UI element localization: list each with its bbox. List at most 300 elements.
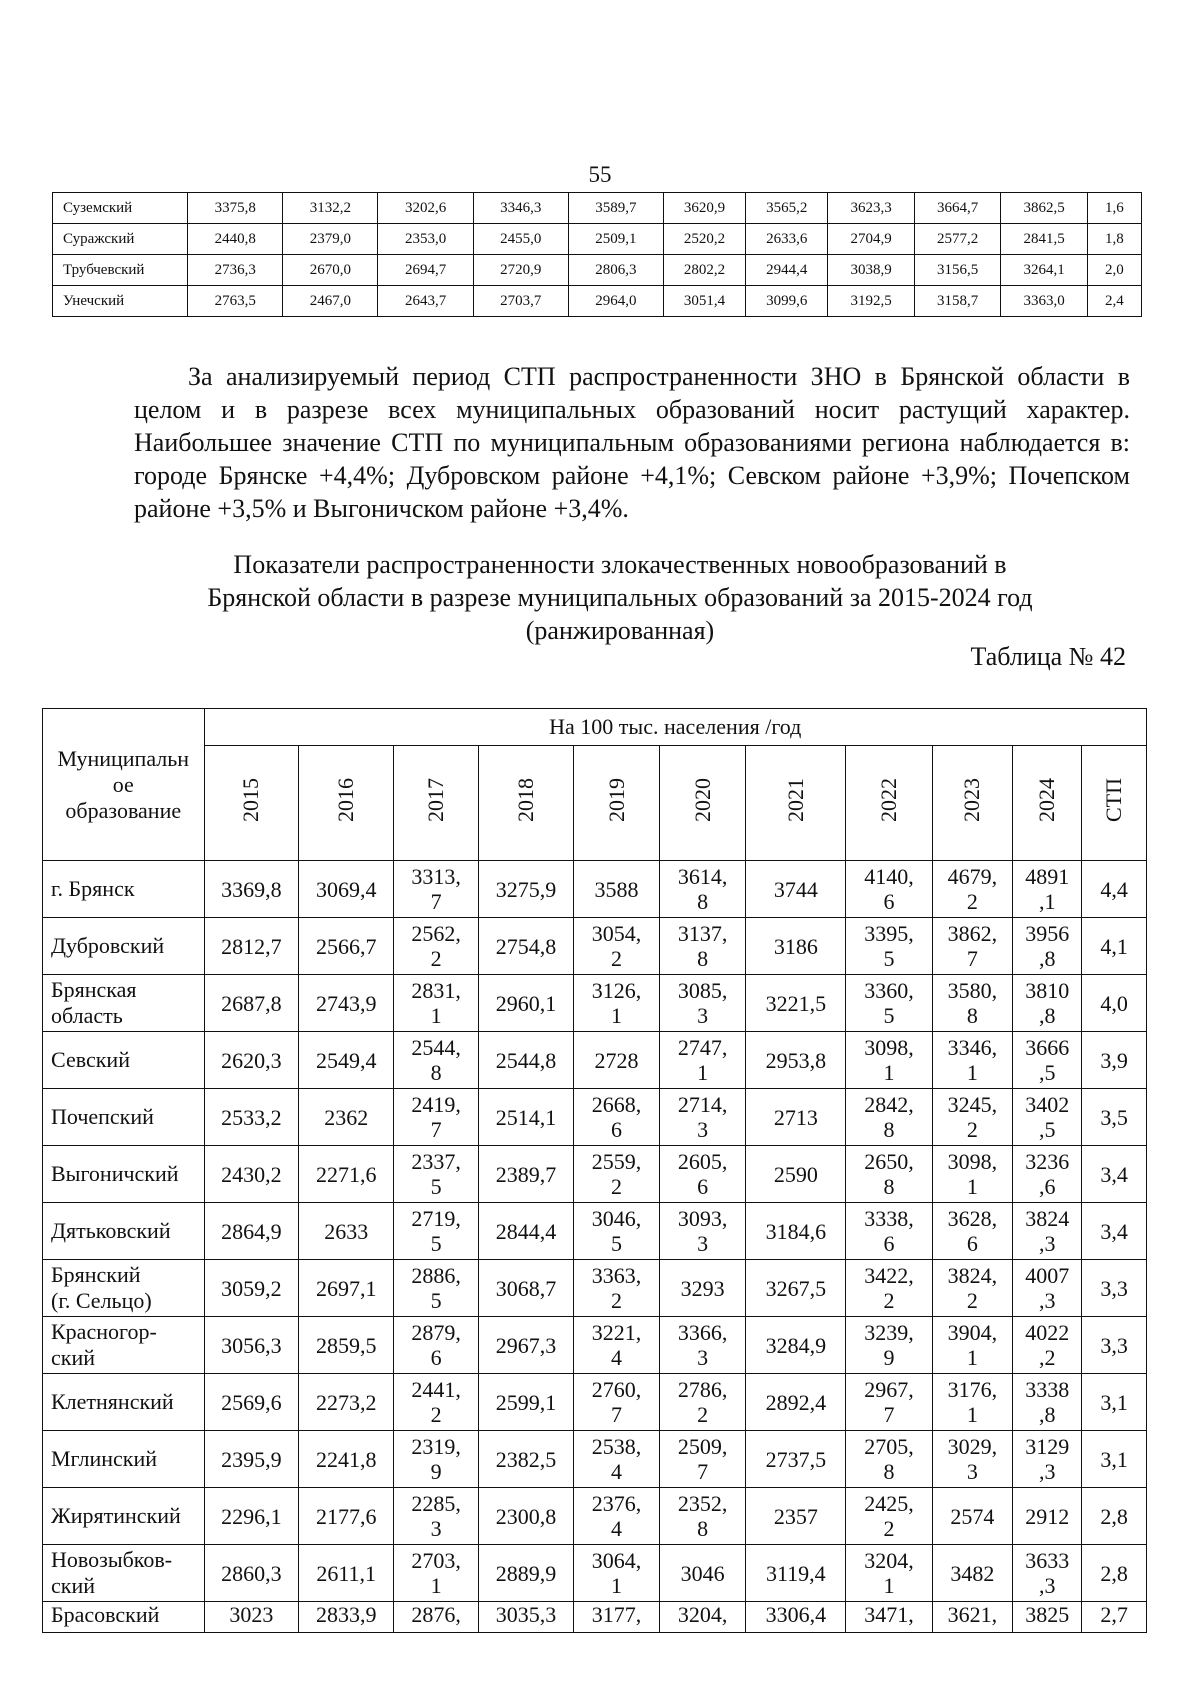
table-cell: 2944,4: [746, 255, 828, 286]
table-cell: [846, 1032, 932, 1089]
cell-text: 3204,: [677, 1602, 728, 1627]
cell-text: 2: [430, 1402, 442, 1427]
column-header: [846, 746, 932, 861]
table-cell: 2720,9: [473, 255, 568, 286]
table-cell: [479, 1089, 574, 1146]
table-cell: [394, 1089, 479, 1146]
table-cell: [1013, 1545, 1082, 1602]
cell-text: 2864,9: [221, 1218, 282, 1244]
cell-text: 4: [611, 1459, 622, 1484]
table-cell: 3589,7: [568, 193, 663, 224]
cell-text: 3862,: [947, 921, 998, 946]
cell-text: 3,9: [1100, 1047, 1128, 1073]
table-cell: [846, 918, 932, 975]
cell-text: 3,3: [1100, 1275, 1128, 1301]
table-row: [43, 1146, 1147, 1203]
table-cell: [394, 1431, 479, 1488]
table-cell: 1,8: [1087, 224, 1141, 255]
cell-text: 3184,6: [765, 1218, 827, 1244]
table-cell: [932, 1146, 1013, 1203]
column-header-municipality: [43, 709, 205, 861]
table-cell: [846, 1203, 932, 1260]
cell-text: Красногор-: [51, 1319, 157, 1344]
column-header-label: 2016: [333, 778, 359, 822]
cell-text: 3245,: [947, 1092, 998, 1117]
table-cell: 2440,8: [188, 224, 283, 255]
table-cell: [746, 1488, 846, 1545]
column-header: [479, 746, 574, 861]
table-cell: 2509,1: [568, 224, 663, 255]
municipality-name: [43, 1317, 205, 1374]
table-cell: 2,4: [1087, 286, 1141, 317]
table-cell: 2520,2: [663, 224, 745, 255]
cell-text: 2538,: [591, 1434, 642, 1459]
cell-text: 3056,3: [221, 1332, 282, 1358]
table-row: [43, 1545, 1147, 1602]
header-row: [43, 709, 1147, 746]
table-cell: [932, 975, 1013, 1032]
table-cell: [660, 1374, 746, 1431]
cell-text: 2719,: [411, 1206, 461, 1231]
table-cell: [479, 1602, 574, 1633]
table-cell: [479, 918, 574, 975]
cell-text: 7: [611, 1402, 622, 1427]
table-row: [43, 975, 1147, 1032]
table-cell: [394, 918, 479, 975]
table-cell: [1013, 1488, 1082, 1545]
table-cell: [746, 1431, 846, 1488]
district-name: Трубчевский: [53, 255, 188, 286]
cell-text: 3137,: [677, 921, 728, 946]
municipality-name: [43, 1146, 205, 1203]
cell-text: 2: [966, 889, 978, 914]
cell-text: 2860,3: [221, 1560, 282, 1586]
table-cell: 2806,3: [568, 255, 663, 286]
table-cell: [1013, 1203, 1082, 1260]
cell-text: Новозыбков-: [51, 1547, 173, 1572]
table-cell: [299, 1146, 394, 1203]
table-title-line: Брянской области в разрезе муниципальных образований за 2015-2024 год: [207, 583, 1033, 612]
cell-text: 3956: [1025, 921, 1070, 946]
table-cell: [299, 975, 394, 1032]
cell-text: 3338: [1025, 1377, 1070, 1402]
cell-text: 1: [611, 1573, 622, 1598]
cell-text: 3098,: [864, 1035, 914, 1060]
table-cell: [204, 1602, 299, 1633]
cell-text: 2697,1: [315, 1275, 377, 1301]
cell-text: 2514,1: [495, 1104, 557, 1130]
table-cell: 2694,7: [378, 255, 473, 286]
cell-text: 5: [430, 1231, 442, 1256]
cell-text: 5: [883, 946, 895, 971]
table-cell: 2577,2: [914, 224, 1001, 255]
table-cell: [394, 1602, 479, 1633]
cell-text: 2831,: [411, 978, 461, 1003]
cell-text: 3588: [594, 876, 639, 902]
table-cell: [479, 1374, 574, 1431]
column-header: [299, 746, 394, 861]
table-cell: 2643,7: [378, 286, 473, 317]
table-cell: [660, 1545, 746, 1602]
table-cell: 3192,5: [828, 286, 915, 317]
column-header-label: 2021: [782, 778, 808, 822]
column-header-label: 2022: [875, 778, 901, 822]
table-cell: [394, 1317, 479, 1374]
cell-text: 2395,9: [221, 1446, 282, 1472]
cell-text: 6: [883, 889, 895, 914]
cell-text: 1: [883, 1060, 895, 1085]
column-header: [932, 746, 1013, 861]
cell-text: 3068,7: [495, 1275, 557, 1301]
cell-text: 2620,3: [221, 1047, 282, 1073]
cell-text: 3221,5: [765, 990, 827, 1016]
cell-text: Выгоничский: [51, 1161, 179, 1186]
cell-text: 3621,: [947, 1602, 998, 1627]
cell-text: 3580,: [947, 978, 998, 1003]
cell-text: 3346,: [947, 1035, 998, 1060]
table-cell: [746, 1317, 846, 1374]
table-cell: [1082, 1089, 1147, 1146]
table-cell: [204, 975, 299, 1032]
table-cell: [204, 1203, 299, 1260]
table-cell: [660, 918, 746, 975]
table-cell: [479, 1317, 574, 1374]
table-row: [43, 1317, 1147, 1374]
cell-text: 3: [697, 1117, 709, 1142]
table-cell: 2736,3: [188, 255, 283, 286]
cell-text: 3313,: [411, 864, 461, 889]
table-cell: 1,6: [1087, 193, 1141, 224]
table-cell: [479, 1545, 574, 1602]
table-cell: [1013, 1602, 1082, 1633]
table-cell: [932, 1545, 1013, 1602]
table-cell: [660, 1260, 746, 1317]
cell-text: 3177,: [591, 1602, 642, 1627]
cell-text: 3129: [1025, 1434, 1070, 1459]
cell-text: 2: [697, 1402, 709, 1427]
cell-text: 9: [430, 1459, 442, 1484]
cell-text: 4,1: [1100, 933, 1128, 959]
cell-text: Дубровский: [51, 933, 165, 958]
cell-text: 2285,: [411, 1491, 461, 1516]
cell-text: 4: [611, 1345, 622, 1370]
cell-text: 2352,: [677, 1491, 728, 1516]
cell-text: 4,4: [1100, 876, 1128, 902]
cell-text: 2425,: [864, 1491, 914, 1516]
table-cell: [204, 1260, 299, 1317]
table-cell: [1082, 1032, 1147, 1089]
cell-text: 2812,7: [221, 933, 282, 959]
cell-text: 2559,: [591, 1149, 642, 1174]
table-subtitle: (ранжированная): [525, 616, 715, 645]
table-cell: [660, 1032, 746, 1089]
cell-text: ое: [112, 771, 134, 797]
column-header-label: 2017: [423, 778, 449, 822]
cell-text: Брянский: [51, 1262, 141, 1287]
cell-text: 3,1: [1100, 1446, 1128, 1472]
cell-text: 3221,: [591, 1320, 642, 1345]
cell-text: 2760,: [591, 1377, 642, 1402]
cell-text: 3059,2: [221, 1275, 282, 1301]
table-cell: [1082, 1488, 1147, 1545]
table-row: [53, 193, 1142, 224]
table-cell: [660, 1317, 746, 1374]
district-name: Унечский: [53, 286, 188, 317]
cell-text: 1: [430, 1003, 442, 1028]
column-header: [746, 746, 846, 861]
cell-text: 3085,: [677, 978, 728, 1003]
table-cell: [846, 975, 932, 1032]
table-cell: 2670,0: [283, 255, 378, 286]
table-cell: 3565,2: [746, 193, 828, 224]
municipality-name: [43, 1545, 205, 1602]
cell-text: 2876,: [411, 1602, 461, 1627]
cell-text: 3054,: [591, 921, 642, 946]
table-cell: [1082, 861, 1147, 918]
cell-text: 2953,8: [765, 1047, 827, 1073]
table-cell: [1082, 1431, 1147, 1488]
table-cell: [204, 1032, 299, 1089]
table-cell: [846, 1146, 932, 1203]
table-cell: [394, 1488, 479, 1545]
table-row: [53, 286, 1142, 317]
table-cell: [394, 1146, 479, 1203]
cell-text: 3275,9: [495, 876, 557, 902]
table-cell: 2704,9: [828, 224, 915, 255]
cell-text: 6: [697, 1174, 709, 1199]
cell-text: г. Брянск: [51, 876, 135, 901]
cell-text: 3,1: [1100, 1389, 1128, 1415]
cell-text: 2892,4: [765, 1389, 827, 1415]
cell-text: 3904,: [947, 1320, 998, 1345]
cell-text: 2441,: [411, 1377, 461, 1402]
cell-text: 2912: [1025, 1503, 1070, 1529]
cell-text: ский: [51, 1573, 95, 1598]
cell-text: 3366,: [677, 1320, 728, 1345]
table-cell: [1082, 1203, 1147, 1260]
table-cell: [1082, 1317, 1147, 1374]
cell-text: 2599,1: [495, 1389, 557, 1415]
cell-text: 3293: [680, 1275, 725, 1301]
cell-text: 3176,: [947, 1377, 998, 1402]
municipality-name: [43, 918, 205, 975]
table-cell: 3202,6: [378, 193, 473, 224]
column-header-label: 2020: [689, 778, 715, 822]
cell-text: ,8: [1039, 1003, 1056, 1028]
cell-text: 2389,7: [495, 1161, 557, 1187]
cell-text: 2382,5: [495, 1446, 557, 1472]
cell-text: Дятьковский: [51, 1218, 171, 1243]
cell-text: 2376,: [591, 1491, 642, 1516]
cell-text: Севский: [51, 1047, 130, 1072]
cell-text: 3633: [1025, 1548, 1070, 1573]
cell-text: 2703,: [411, 1548, 461, 1573]
cell-text: 3824: [1025, 1206, 1070, 1231]
cell-text: 3029,: [947, 1434, 998, 1459]
table-number: Таблица № 42: [970, 642, 1126, 671]
table-cell: 3051,4: [663, 286, 745, 317]
cell-text: 3186: [773, 933, 818, 959]
table-cell: [746, 1260, 846, 1317]
cell-text: 6: [883, 1231, 895, 1256]
table-cell: [479, 1032, 574, 1089]
table-cell: [660, 1089, 746, 1146]
municipality-name: [43, 1488, 205, 1545]
table-cell: [573, 1374, 659, 1431]
cell-text: 4140,: [864, 864, 914, 889]
continuation-table: [52, 192, 1142, 317]
cell-text: 2569,6: [221, 1389, 282, 1415]
cell-text: 3204,: [864, 1548, 914, 1573]
table-cell: [299, 1488, 394, 1545]
table-cell: [394, 1260, 479, 1317]
cell-text: 6: [611, 1117, 622, 1142]
cell-text: 4: [611, 1516, 622, 1541]
table-cell: [1082, 1146, 1147, 1203]
cell-text: 4,0: [1100, 990, 1128, 1016]
cell-text: область: [51, 1003, 123, 1028]
cell-text: 2833,9: [315, 1602, 377, 1627]
cell-text: 2337,: [411, 1149, 461, 1174]
table-cell: [932, 1089, 1013, 1146]
table-cell: [394, 861, 479, 918]
cell-text: 8: [966, 1003, 978, 1028]
cell-text: 7: [697, 1459, 709, 1484]
table-cell: [846, 1260, 932, 1317]
cell-text: 3825: [1025, 1602, 1070, 1627]
cell-text: 3824,: [947, 1263, 998, 1288]
table-cell: [932, 918, 1013, 975]
cell-text: 2960,1: [495, 990, 557, 1016]
cell-text: 2241,8: [315, 1446, 377, 1472]
table-cell: [479, 1260, 574, 1317]
table-cell: [204, 1545, 299, 1602]
table-cell: [204, 1146, 299, 1203]
table-cell: 2964,0: [568, 286, 663, 317]
cell-text: 3306,4: [765, 1602, 827, 1627]
table-cell: [299, 1602, 394, 1633]
table-cell: 2455,0: [473, 224, 568, 255]
table-cell: [932, 1488, 1013, 1545]
table-cell: [204, 861, 299, 918]
table-cell: [204, 918, 299, 975]
table-cell: [204, 1488, 299, 1545]
table-cell: [746, 1032, 846, 1089]
cell-text: 6: [966, 1231, 978, 1256]
column-header: [204, 746, 299, 861]
cell-text: 3360,: [864, 978, 914, 1003]
cell-text: 2: [611, 946, 622, 971]
column-header: [573, 746, 659, 861]
cell-text: 1: [966, 1060, 978, 1085]
cell-text: 3098,: [947, 1149, 998, 1174]
cell-text: 5: [430, 1174, 442, 1199]
municipality-name: [43, 1260, 205, 1317]
cell-text: 1: [966, 1402, 978, 1427]
table-cell: [746, 861, 846, 918]
cell-text: 3338,: [864, 1206, 914, 1231]
table-cell: 3862,5: [1001, 193, 1088, 224]
table-cell: [1013, 1374, 1082, 1431]
table-cell: [299, 1431, 394, 1488]
cell-text: 7: [883, 1402, 895, 1427]
table-cell: [1013, 975, 1082, 1032]
cell-text: ,3: [1039, 1231, 1056, 1256]
cell-text: 3126,: [591, 978, 642, 1003]
cell-text: 2967,3: [495, 1332, 557, 1358]
table-cell: [394, 1374, 479, 1431]
column-header: [660, 746, 746, 861]
table-cell: [932, 1374, 1013, 1431]
cell-text: ,3: [1039, 1459, 1056, 1484]
cell-text: 3119,4: [765, 1560, 826, 1586]
cell-text: 8: [883, 1117, 895, 1142]
table-cell: [573, 1545, 659, 1602]
cell-text: 3666: [1025, 1035, 1070, 1060]
cell-text: 6: [430, 1345, 442, 1370]
cell-text: 2319,: [411, 1434, 461, 1459]
cell-text: 2296,1: [221, 1503, 282, 1529]
table-cell: [1082, 1602, 1147, 1633]
table-cell: 3664,7: [914, 193, 1001, 224]
table-row: [53, 255, 1142, 286]
table-cell: [932, 1431, 1013, 1488]
table-cell: [932, 1203, 1013, 1260]
cell-text: 2: [883, 1288, 895, 1313]
cell-text: 2687,8: [221, 990, 282, 1016]
cell-text: Жирятинский: [51, 1503, 181, 1528]
table-cell: [1082, 1374, 1147, 1431]
table-cell: [299, 1317, 394, 1374]
table-cell: [660, 861, 746, 918]
table-cell: 3620,9: [663, 193, 745, 224]
table-cell: [932, 1317, 1013, 1374]
cell-text: 5: [430, 1288, 442, 1313]
table-cell: [394, 1032, 479, 1089]
cell-text: 4022: [1025, 1320, 1070, 1345]
cell-text: 3614,: [677, 864, 728, 889]
cell-text: 3023: [229, 1602, 274, 1627]
cell-text: 3064,: [591, 1548, 642, 1573]
table-cell: [573, 1317, 659, 1374]
table-cell: [573, 861, 659, 918]
cell-text: Брасовский: [51, 1602, 160, 1627]
table-cell: [479, 861, 574, 918]
table-cell: [299, 1032, 394, 1089]
municipality-name: [43, 861, 205, 918]
table-cell: 2703,7: [473, 286, 568, 317]
column-header-label: 2023: [959, 778, 985, 822]
table-cell: [1013, 1317, 1082, 1374]
table-cell: [846, 1317, 932, 1374]
cell-text: 3: [697, 1003, 709, 1028]
table-cell: 3099,6: [746, 286, 828, 317]
cell-text: 2: [966, 1117, 978, 1142]
table-cell: [846, 1089, 932, 1146]
table-cell: 3038,9: [828, 255, 915, 286]
table-cell: [204, 1374, 299, 1431]
cell-text: 2419,: [411, 1092, 461, 1117]
cell-text: ,2: [1039, 1345, 1056, 1370]
table-cell: [1013, 861, 1082, 918]
table-cell: [1082, 918, 1147, 975]
table-cell: [660, 975, 746, 1032]
cell-text: 3422,: [864, 1263, 914, 1288]
cell-text: 2: [966, 1288, 978, 1313]
cell-text: 7: [430, 1117, 442, 1142]
table-row: [43, 1431, 1147, 1488]
cell-text: 3: [697, 1231, 709, 1256]
